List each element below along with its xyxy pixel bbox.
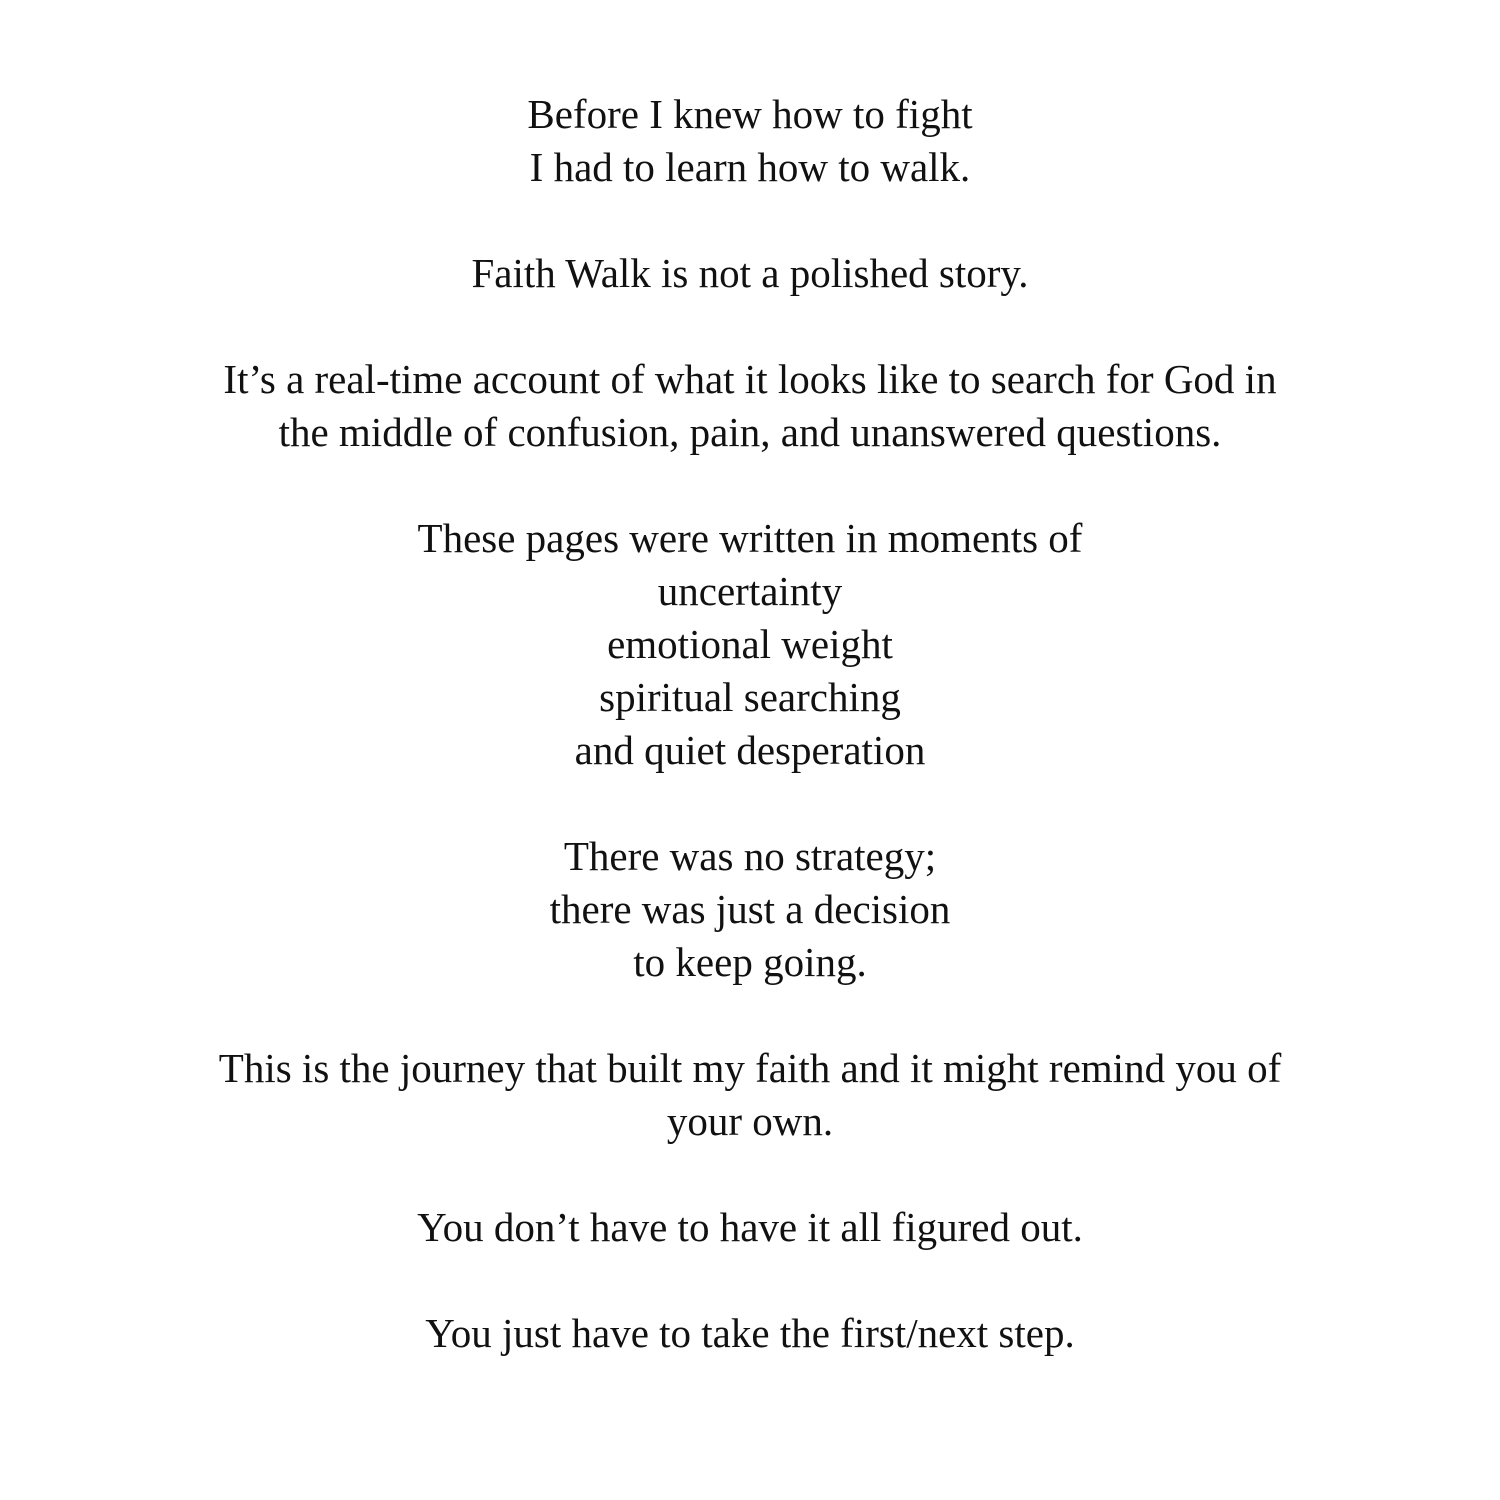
text-line: emotional weight: [607, 621, 893, 667]
stanza-3: [0, 353, 1500, 459]
text-line: your own.: [666, 1098, 834, 1144]
stanza-5: [0, 830, 1500, 989]
stanza-4: [0, 512, 1500, 777]
text-line: It’s a real-time account of what it looks like to search for God in: [223, 356, 1277, 402]
text-line: Before I knew how to fight: [527, 91, 973, 137]
text-line: This is the journey that built my faith and it might remind you of: [218, 1045, 1282, 1091]
text-line: uncertainty: [657, 568, 843, 614]
stanza-2: [0, 247, 1500, 300]
text-line: You don’t have to have it all figured out.: [417, 1204, 1083, 1250]
text-line: Faith Walk is not a polished story.: [471, 250, 1029, 296]
text-line: to keep going.: [633, 939, 867, 985]
text-line: I had to learn how to walk.: [529, 144, 971, 190]
stanza-8: [0, 1307, 1500, 1360]
stanza-1: [0, 88, 1500, 194]
text-line: and quiet desperation: [574, 727, 926, 773]
text-line: the middle of confusion, pain, and unanswered questions.: [278, 409, 1222, 455]
text-line: spiritual searching: [599, 674, 901, 720]
text-line: There was no strategy;: [563, 833, 937, 879]
text-line: These pages were written in moments of: [417, 515, 1083, 561]
text-line: there was just a decision: [549, 886, 951, 932]
text-line: You just have to take the first/next step.: [425, 1310, 1075, 1356]
stanza-7: [0, 1201, 1500, 1254]
stanza-6: [0, 1042, 1500, 1148]
